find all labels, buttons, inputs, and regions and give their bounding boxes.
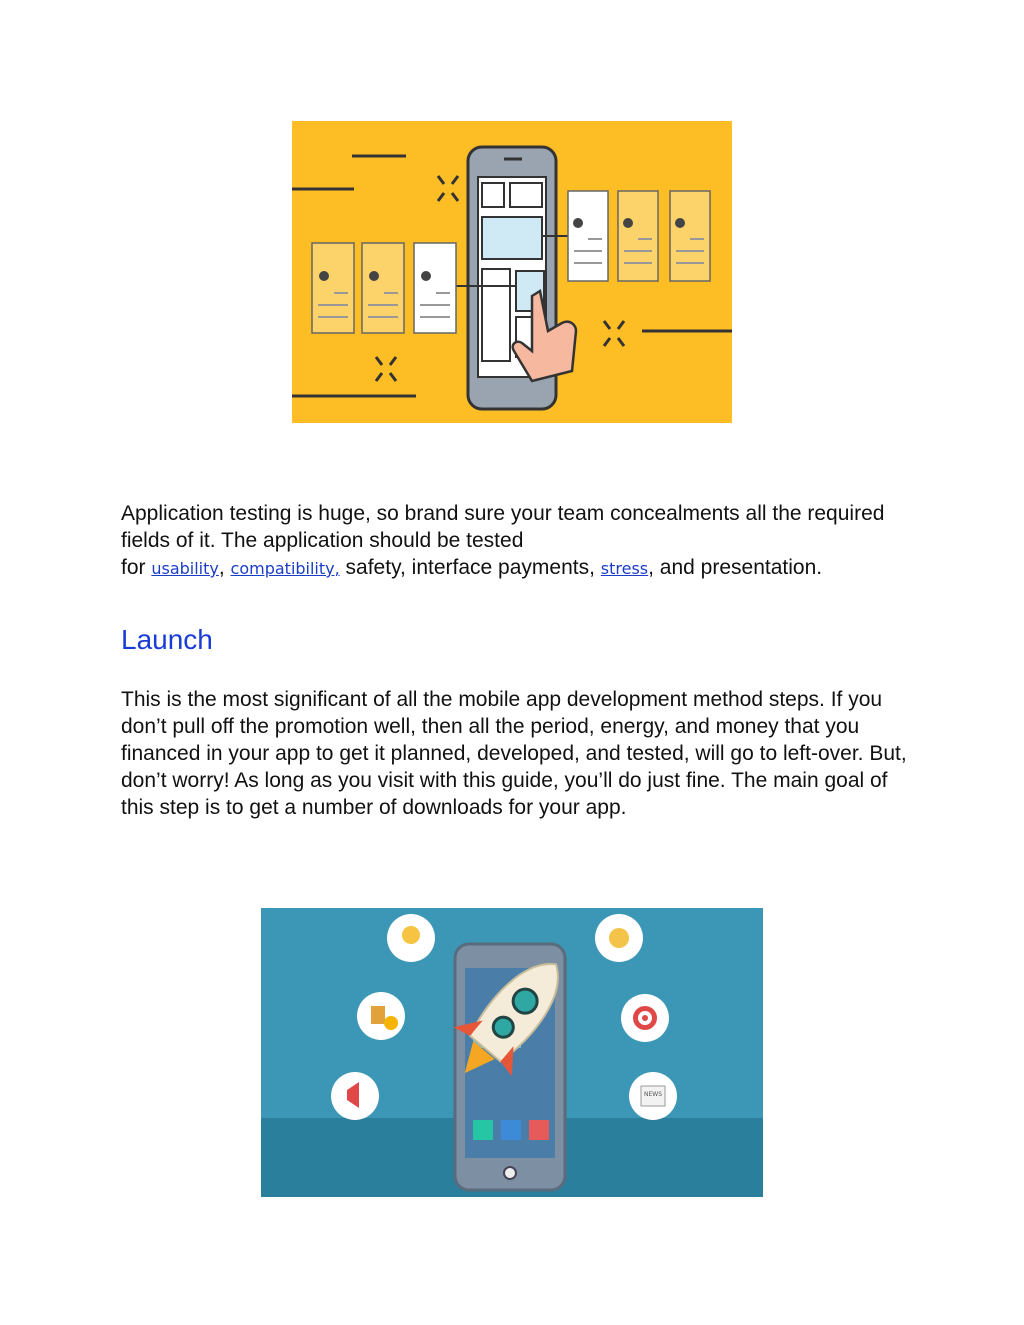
for-word: for xyxy=(121,556,152,579)
app-testing-illustration xyxy=(292,121,732,423)
app-launch-icon xyxy=(261,908,763,1197)
testing-paragraph-text: Application testing is huge, so brand sure your team concealments all the required fields of it. The application should be tested xyxy=(121,502,885,552)
launch-paragraph: This is the most significant of all the mobile app development method steps. If you don’t pull off the promotion well, then all the period, energy, and money that you financed in your app to get it planned, developed, and tested, will go to left-over. But, don’t worry! As long as you visit with this guide, you’ll do just fine. The main goal of this step is to get a number of downloads for your app. xyxy=(121,688,907,819)
compatibility-link[interactable]: compatibility, xyxy=(230,559,340,578)
app-launch-illustration xyxy=(261,908,763,1197)
app-testing-icon xyxy=(292,121,732,423)
stress-link[interactable]: stress xyxy=(600,559,649,578)
usability-link[interactable]: usability xyxy=(151,559,219,578)
testing-paragraph xyxy=(121,500,911,582)
separator: , xyxy=(218,556,231,579)
testing-paragraph-middle: safety, interface payments, xyxy=(339,556,601,579)
launch-heading: Launch xyxy=(121,624,213,655)
testing-paragraph-tail: , and presentation. xyxy=(648,556,823,579)
news-badge: NEWS xyxy=(643,1091,663,1098)
